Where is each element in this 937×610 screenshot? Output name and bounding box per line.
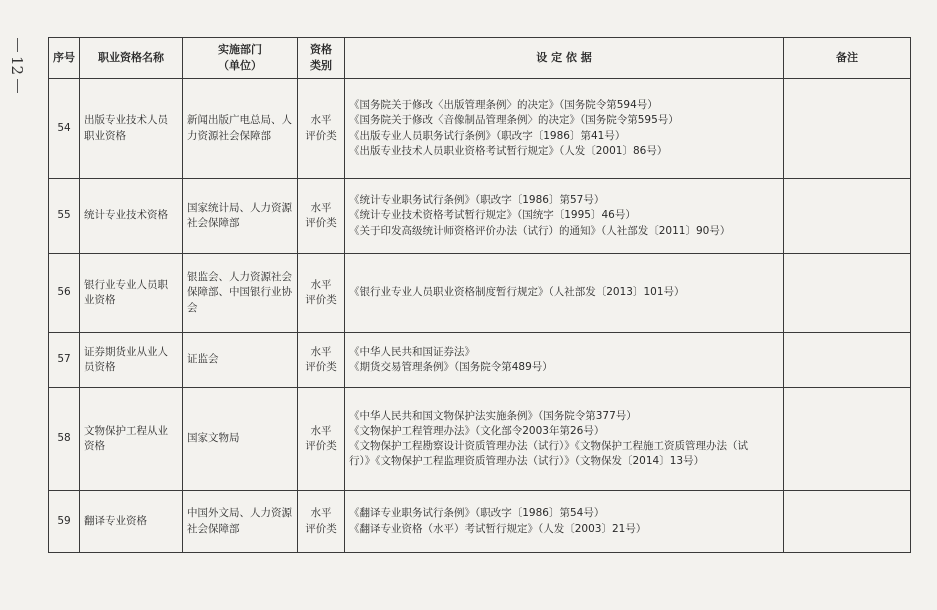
row-no: 59 xyxy=(49,491,80,553)
row-notes xyxy=(784,79,911,179)
basis-line: 《翻译专业资格（水平）考试暂行规定》（人发〔2003〕21号） xyxy=(349,522,647,535)
row-no: 55 xyxy=(49,179,80,254)
header-notes: 备注 xyxy=(784,38,911,79)
table-row xyxy=(49,491,911,553)
basis-line: 《国务院关于修改〈出版管理条例〉的决定》（国务院令第594号） xyxy=(349,99,658,112)
row-dept: 银监会、人力资源社会保障部、中国银行业协会 xyxy=(183,254,298,333)
row-basis xyxy=(345,388,784,491)
row-type-line1: 水平 xyxy=(310,507,332,520)
row-dept: 新闻出版广电总局、人力资源社会保障部 xyxy=(183,79,298,179)
basis-line: 《统计专业职务试行条例》（职改字〔1986〕第57号） xyxy=(349,194,605,207)
row-type-line2: 评价类 xyxy=(305,361,337,373)
row-notes xyxy=(784,491,911,553)
basis-line: 《期货交易管理条例》（国务院令第489号） xyxy=(349,361,553,373)
basis-line: 《文物保护工程管理办法》（文化部令2003年第26号） xyxy=(349,424,605,437)
page-number xyxy=(6,38,28,93)
header-type-line1: 资格 xyxy=(310,43,332,57)
row-basis xyxy=(345,179,784,254)
row-name: 翻译专业资格 xyxy=(80,491,183,553)
table-row xyxy=(49,179,911,254)
row-no: 57 xyxy=(49,333,80,388)
row-no: 54 xyxy=(49,79,80,179)
row-name: 出版专业技术人员职业资格 xyxy=(80,79,183,179)
row-type-line1: 水平 xyxy=(310,345,332,358)
basis-line: 《中华人民共和国文物保护法实施条例》（国务院令第377号） xyxy=(349,409,637,422)
row-no: 56 xyxy=(49,254,80,333)
header-type-line2: 类别 xyxy=(310,59,332,72)
row-notes xyxy=(784,333,911,388)
header-type xyxy=(298,38,345,79)
header-dept-line1: 实施部门 xyxy=(218,43,262,57)
row-dept: 中国外文局、人力资源社会保障部 xyxy=(183,491,298,553)
basis-line: 行）》《文物保护工程监理资质管理办法（试行）》（文物保发〔2014〕13号） xyxy=(349,455,705,468)
row-type xyxy=(298,179,345,254)
row-dept: 国家文物局 xyxy=(183,388,298,491)
table-row xyxy=(49,79,911,179)
row-name: 银行业专业人员职业资格 xyxy=(80,254,183,333)
table-row xyxy=(49,254,911,333)
row-type-line2: 评价类 xyxy=(305,129,337,142)
page-number-text: 12 xyxy=(8,56,26,76)
basis-line: 《银行业专业人员职业资格制度暂行规定》（人社部发〔2013〕101号） xyxy=(349,286,685,299)
row-type-line2: 评价类 xyxy=(305,522,337,535)
qualification-table xyxy=(48,37,911,553)
row-type-line2: 评价类 xyxy=(305,217,337,229)
row-type xyxy=(298,333,345,388)
basis-line: 《关于印发高级统计师资格评价办法（试行）的通知》（人社部发〔2011〕90号） xyxy=(349,224,731,237)
row-dept: 国家统计局、人力资源社会保障部 xyxy=(183,179,298,254)
row-type-line2: 评价类 xyxy=(305,440,337,452)
page-number-rule-top xyxy=(17,38,18,52)
basis-line: 《出版专业技术人员职业资格考试暂行规定》（人发〔2001〕86号） xyxy=(349,144,668,157)
row-type xyxy=(298,388,345,491)
row-notes xyxy=(784,254,911,333)
table-header-row xyxy=(49,38,911,79)
header-name: 职业资格名称 xyxy=(80,38,183,79)
row-no: 58 xyxy=(49,388,80,491)
row-type xyxy=(298,254,345,333)
row-name: 统计专业技术资格 xyxy=(80,179,183,254)
row-type xyxy=(298,79,345,179)
row-basis xyxy=(345,491,784,553)
header-dept-line2: （单位） xyxy=(218,59,262,72)
row-type-line2: 评价类 xyxy=(305,294,337,306)
page-number-rule-bottom xyxy=(17,79,18,93)
row-type-line1: 水平 xyxy=(310,114,332,127)
row-basis xyxy=(345,79,784,179)
row-notes xyxy=(784,179,911,254)
header-basis: 设 定 依 据 xyxy=(345,38,784,79)
row-dept: 证监会 xyxy=(183,333,298,388)
basis-line: 《中华人民共和国证券法》 xyxy=(349,345,475,358)
header-no: 序号 xyxy=(49,38,80,79)
row-name: 文物保护工程从业资格 xyxy=(80,388,183,491)
basis-line: 《文物保护工程勘察设计资质管理办法（试行）》《文物保护工程施工资质管理办法（试 xyxy=(349,440,748,452)
row-basis xyxy=(345,333,784,388)
table-row xyxy=(49,333,911,388)
row-notes xyxy=(784,388,911,491)
row-type xyxy=(298,491,345,553)
basis-line: 《出版专业人员职务试行条例》（职改字〔1986〕第41号） xyxy=(349,129,626,142)
basis-line: 《翻译专业职务试行条例》（职改字〔1986〕第54号） xyxy=(349,507,605,520)
row-basis xyxy=(345,254,784,333)
row-name: 证券期货业从业人员资格 xyxy=(80,333,183,388)
table-row xyxy=(49,388,911,491)
row-type-line1: 水平 xyxy=(310,201,332,214)
row-type-line1: 水平 xyxy=(310,424,332,437)
row-type-line1: 水平 xyxy=(310,278,332,291)
basis-line: 《国务院关于修改〈音像制品管理条例〉的决定》（国务院令第595号） xyxy=(349,114,679,127)
basis-line: 《统计专业技术资格考试暂行规定》（国统字〔1995〕46号） xyxy=(349,209,636,222)
header-dept xyxy=(183,38,298,79)
